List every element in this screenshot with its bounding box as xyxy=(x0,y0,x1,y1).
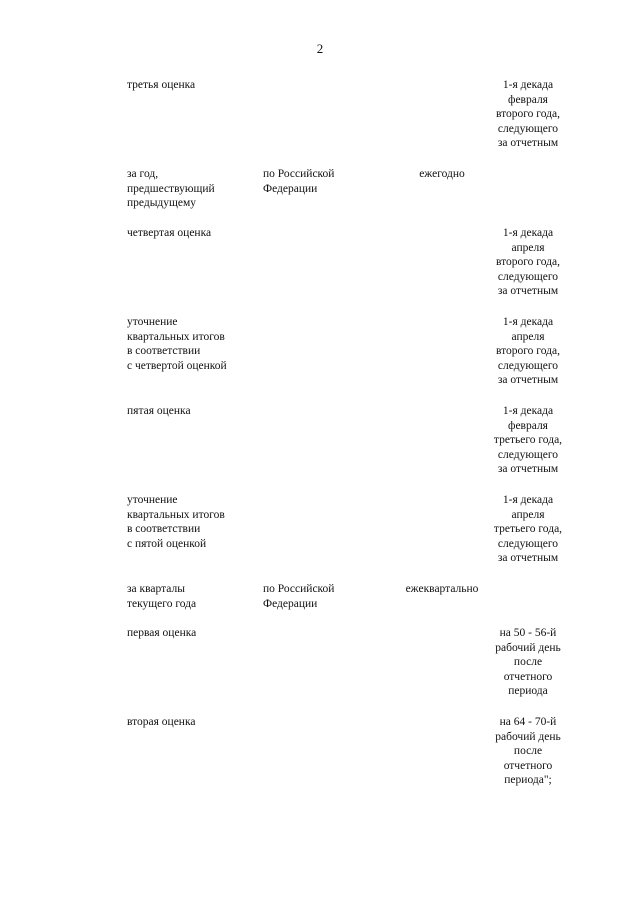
indicator-cell: четвертая оценка xyxy=(127,227,212,239)
territory-cell: по Российской Федерации xyxy=(263,583,335,610)
indicator-cell: за кварталы текущего года xyxy=(127,583,197,610)
frequency-cell: ежеквартально xyxy=(405,583,479,595)
indicator-cell: третья оценка xyxy=(127,79,196,91)
indicator-cell: вторая оценка xyxy=(127,716,196,728)
deadline-cell: 1-я декада апреля второго года, следующего за отчетным xyxy=(495,316,560,387)
indicator-cell: первая оценка xyxy=(127,627,197,639)
deadline-cell: 1-я декада февраля второго года, следующего за отчетным xyxy=(495,79,560,150)
indicator-cell: пятая оценка xyxy=(127,405,191,417)
indicator-cell: за год, предшествующий предыдущему xyxy=(127,168,215,210)
territory-cell: по Российской Федерации xyxy=(263,168,335,195)
deadline-cell: 1-я декада апреля третьего года, следующего за отчетным xyxy=(493,494,563,565)
deadline-cell: 1-я декада февраля третьего года, следующего за отчетным xyxy=(493,405,563,476)
deadline-cell: 1-я декада апреля второго года, следующего за отчетным xyxy=(495,227,560,298)
deadline-cell: на 64 - 70-й рабочий день после отчетного периода"; xyxy=(495,716,561,787)
deadline-cell: на 50 - 56-й рабочий день после отчетного периода xyxy=(495,627,561,698)
indicator-cell: уточнение квартальных итогов в соответствии с четвертой оценкой xyxy=(127,316,227,372)
frequency-cell: ежегодно xyxy=(419,168,465,180)
indicator-cell: уточнение квартальных итогов в соответствии с пятой оценкой xyxy=(127,494,225,550)
page-number: 2 xyxy=(316,41,324,56)
